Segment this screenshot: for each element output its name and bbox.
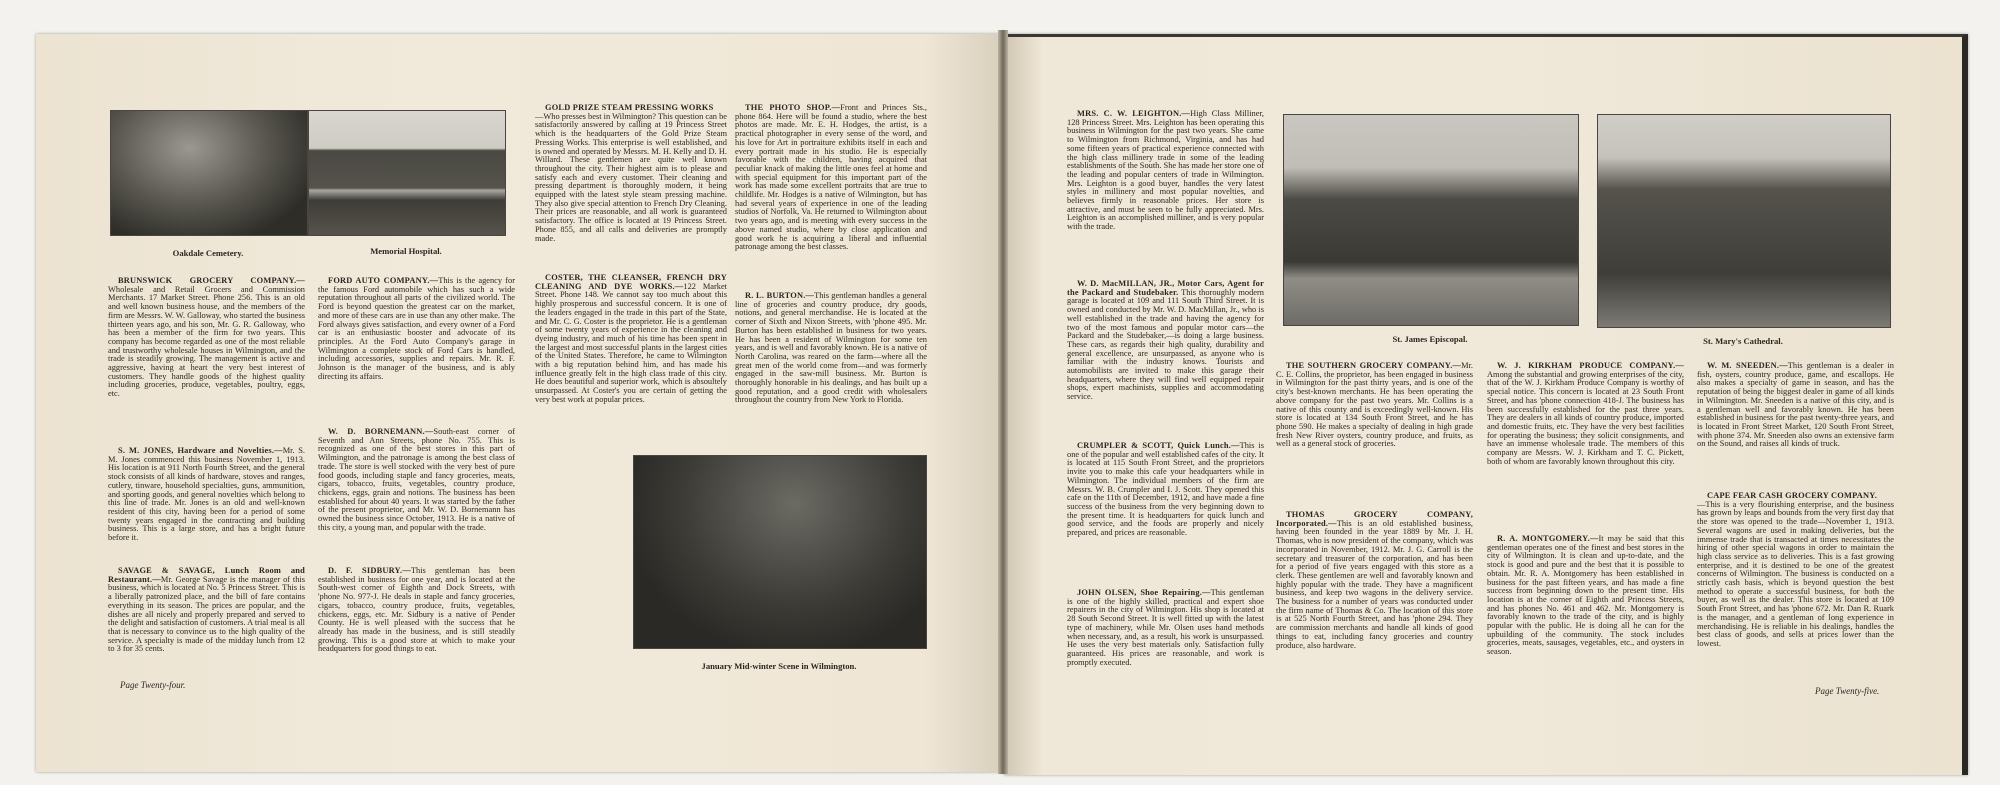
article-brunswick-grocery: BRUNSWICK GROCERY COMPANY.—Wholesale and Retail Grocers and Commission Merchants. 17 Market Street. Phone 256. This is an old and well known business house, and the members of the firm are Messrs. W. W. Galloway, who started the business thirteen years ago, and his son, Mr. G. R. Galloway, who has been a member of the firm for two years. This company has become regarded as one of the most reliable and trustworthy wholesale houses in Wilmington, and the trade is steadily growing. The management is active and aggressive, having at heart the very best interest of customers. They handle goods of the highest quality including groceries, produce, vegetables, poultry, eggs, etc.	[108, 276, 305, 399]
book-gutter	[998, 30, 1008, 774]
article-john-olsen: JOHN OLSEN, Shoe Repairing.—This gentleman is one of the highly skilled, practical and expert shoe repairers in the city of Wilmington. His shop is located at 28 South Second Street. It is well fitted up with the latest type of machinery, while Mr. Olsen uses hand methods when necessary, and, as a result, his work is unsurpassed. He uses the very best materials only. Satisfaction fully guaranteed. His prices are reasonable, and work is promptly executed.	[1067, 588, 1264, 667]
article-coster: COSTER, THE CLEANSER, FRENCH DRY CLEANING AND DYE WORKS.—122 Market Street. Phone 148. We cannot say too much about this highly prosperous and successful concern. It is one of the leaders engaged in the trade in this part of the State, and Mr. C. G. Coster is the proprietor. He is a gentleman of some twenty years of experience in the cleaning and dyeing industry, and much of his time has been spent in the largest and most successful plants in the largest cities of the United States. Therefore, he came to Wilmington with a big reputation behind him, and has made his influence greatly felt in the high class trade of this city. He does beautiful and superior work, which is absoultely unsurpassed. At Coster's you are certain of getting the very best work at popular prices.	[535, 273, 728, 404]
article-sneeden: W. M. SNEEDEN.—This gentleman is a dealer in fish, oysters, country produce, game, and escallops. He also makes a specialty of game in season, and has the reputation of being the biggest dealer in game of all kinds in Wilmington. Mr. Sneeden is a native of this city, and is a gentleman well and favorably known. He has been established in business for the past twenty-three years, and is located in Front Street Market, 120 South Front Street, with phone 374. Mr. Sneeden also owns an extensive farm on the Sound, and raises all kinds of truck.	[1697, 361, 1894, 449]
article-southern-grocery: THE SOUTHERN GROCERY COMPANY.—Mr. C. E. Collins, the proprietor, has been engaged in business in Wilmington for the past thirty years, and is one of the city's best-known merchants. He has been operating the above company for the past two years. Mr. Collins is a native of this county and is exceedingly well-known. His store is located at 134 South Front Street, and he has phone 590. He makes a specialty of dealing in high grade fresh New River oysters, country produce, and fruits, as well as a general stock of groceries.	[1276, 361, 1473, 449]
page-number-left: Page Twenty-four.	[120, 680, 186, 690]
photo-winter-scene	[633, 455, 927, 649]
article-photo-shop: THE PHOTO SHOP.—Front and Princes Sts., phone 864. Here will be found a studio, where the best photos are made. Mr. E. H. Hodges, the artist, is a practical photographer in every sense of the word, and his love for Art in portraiture exhibits itself in each and every portrait made in his studio. He is especially favorable with the children, having acquired that peculiar knack of making the little ones feel at home and with special equipment for this important part of the work has made some excellent portraits that are true to childlife. Mr. Hodges is a native of Wilmington, but has had several years of experience in one of the leading studios of Norfolk, Va. He returned to Wilmington about two years ago, and is meeting with every success in the above named studio, where by close application and good work he is acquiring a liberal and influential patronage among the best classes.	[735, 103, 927, 252]
photo-st-marys-cathedral	[1597, 114, 1891, 328]
article-montgomery: R. A. MONTGOMERY.—It may be said that this gentleman operates one of the finest and best stores in the city of Wilmington. It is clean and up-to-date, and the stock is good and pure and the best that it is possible to obtain. Mr. R. A. Montgomery has been established in business for the past fifteen years, and has made a fine success from beginning down to the present time. His location is at the corner of Eighth and Princess Streets, and has phones No. 461 and 462. Mr. Montgomery is favorably known to the trade of the city, and is highly popular with the public. He is doing all he can for the upbuilding of the community. The stock includes groceries, meats, sausages, vegetables, etc., and oysters in season.	[1487, 534, 1684, 657]
article-savage: SAVAGE & SAVAGE, Lunch Room and Restaurant.—Mr. George Savage is the manager of this business, which is located at No. 5 Princess Street. This is a liberally patronized place, and the bill of fare contains everything in its season. The prices are popular, and the dishes are all nicely and properly prepared and served to the delight and satisfaction of customers. A trial meal is all that is necessary to convince us to the high quality of the service. A specialty is made of the midday lunch from 12 to 3 for 35 cents.	[108, 566, 305, 654]
caption-memorial-hospital: Memorial Hospital.	[370, 246, 442, 256]
article-cape-fear-grocery: CAPE FEAR CASH GROCERY COMPANY. —This is a very flourishing enterprise, and the business has grown by leaps and bounds from the very first day that the store was opened to the trade—November 1, 1913. Several wagons are used in making deliveries, but the immense trade that is transacted at times necessitates the hiring of other special wagons in order to maintain the high class service as to deliveries. This is a fast growing enterprise, and it is destined to be one of the greatest concerns of Wilmington. The business is conducted on a strictly cash basis, which is beyond question the best method to operate a successful business, for both the buyer, as well as the dealer. This store is located at 109 South Front Street, and has 'phone 672. Mr. Dan R. Ruark is the manager, and a gentleman of long experience in merchandising. He is reliable in his dealings, handles the best class of goods, and sells at prices lower than the lowest.	[1697, 491, 1895, 648]
article-macmillan: W. D. MacMILLAN, JR., Motor Cars, Agent for the Packard and Studebaker. This thoroughly modern garage is located at 109 and 111 South Third Street. It is owned and conducted by Mr. W. D. MacMillan, Jr., who is well established in the trade and having the agency for two of the most famous and popular motor cars—the Packard and the Studebaker,—is doing a large business. These cars, as regards their high quality, durability and general excellence, are unsurpassed, as anyone who is familiar with the industry knows. Tourists and automobilists are invited to make this garage their headquarters, where they will find well equipped repair shops, expert machinists, supplies and accommodating service.	[1067, 279, 1264, 402]
article-sm-jones: S. M. JONES, Hardware and Novelties.—Mr. S. M. Jones commenced this business November 1, 1913. His location is at 911 North Fourth Street, and the general stock consists of all kinds of hardware, stoves and ranges, cutlery, tinware, household specialties, guns, ammunition, and sporting goods, and general novelties which belong to this line of trade. Mr. Jones is an old and well-known resident of this city, having been for a period of some twenty years engaged in the contracting and building business. This is a large store, and has a bright future before it.	[108, 446, 305, 543]
article-sidbury: D. F. SIDBURY.—This gentleman has been established in business for one year, and is located at the South-west corner of Eighth and Dock Streets, with 'phone No. 977-J. He deals in staple and fancy groceries, cigars, tobacco, country produce, fruits, vegetables, chickens, eggs, etc. Mr. Sidbury is a native of Pender County. He is well pleased with the success that he already has made in the business, and is still steadily growing. This is a good store at which to make your headquarters for good things to eat.	[318, 566, 515, 654]
article-leighton: MRS. C. W. LEIGHTON.—High Class Milliner, 128 Princess Street. Mrs. Leighton has been operating this business in Wilmington for the past two years. She came to Wilmington from Richmond, Virginia, and has had some fifteen years of practical experience connected with the high class millinery trade in some of the leading establishments of the South. She has made her store one of the leading and popular centers of trade in Wilmington. Mrs. Leighton is a good buyer, handles the very latest styles in millinery and most popular novelties, and believes firmly in reasonable prices. Her store is attractive, and must be seen to be fully appreciated. Mrs. Leighton is an accomplished milliner, and is very popular with the trade.	[1067, 109, 1265, 232]
article-kirkham-produce: W. J. KIRKHAM PRODUCE COMPANY.—Among the substantial and growing enterprises of the city, that of the W. J. Kirkham Produce Company is worthy of special notice. This concern is located at 23 South Front Street, and has 'phone connection 418-J. The business has been successfully established for the past three years. They are dealers in all kinds of country produce, imported and domestic fruits, etc. They have the very best facilities for operating the business; they solicit consignments, and have an immense wholesale trade. The members of this company are Messrs. W. J. Kirkham and T. C. Pickett, both of whom are favorably known throughout this city.	[1487, 361, 1684, 466]
page-number-right: Page Twenty-five.	[1815, 686, 1880, 696]
caption-oakdale-cemetery: Oakdale Cemetery.	[172, 248, 244, 258]
article-thomas-grocery: THOMAS GROCERY COMPANY, Incorporated.—This is an old established business, having been founded in the year 1889 by Mr. J. H. Thomas, who is now president of the company, which was incorporated in November, 1912. Mr. J. G. Carroll is the secretary and treasurer of the corporation, and has been for a period of five years engaged with this store as a clerk. These gentlemen are well and favorably known and highly popular with the trade. They have a magnificent business, and keep two wagons in the delivery service. The business for a number of years was conducted under the firm name of Thomas & Co. The location of this store is at 525 North Fourth Street, and has 'phone 294. They are commission merchants and handle all kinds of good things to eat, including fancy groceries and country produce, also hardware.	[1276, 510, 1473, 650]
photo-st-james-episcopal	[1283, 114, 1579, 326]
article-bornemann: W. D. BORNEMANN.—South-east corner of Seventh and Ann Streets, phone No. 755. This is recognized as one of the best stores in this part of Wilmington, and the patronage is among the best class of trade. The store is well stocked with the very best of pure food goods, including staple and fancy groceries, meats, cigars, tobacco, fruits, vegetables, country produce, chickens, eggs, grain and notions. The business has been established for about 40 years. It was started by the father of the present proprietor, and Mr. W. D. Bornemann has owned the business since October, 1913. He is a native of this city, a young man, and popular with the trade.	[318, 427, 515, 532]
article-gold-prize: GOLD PRIZE STEAM PRESSING WORKS —Who presses best in Wilmington? This question can be satisfactorily answered by calling at 19 Princess Street which is the headquarters of the Gold Prize Steam Pressing Works. This enterprise is well established, and is owned and operated by Messrs. M. H. Kelly and D. H. Willard. These gentlemen are quite well known throughout the city. Their highest aim is to please and satisfy each and every customer. Their cleaning and pressing department is thoroughly modern, it being equipped with the latest style steam pressing machine. They also give special attention to French Dry Cleaning. Their prices are reasonable, and all work is guaranteed satisfactory. The office is located at 19 Princess Street. Phone 855, and all calls and deliveries are promptly made.	[535, 103, 727, 243]
article-ford-auto: FORD AUTO COMPANY.—This is the agency for the famous Ford automobile which has such a wide reputation throughout all parts of the civilized world. The Ford is beyond question the greatest car on the market, and more of these cars are in use than any other make. The Ford always gives satisfaction, and every owner of a Ford car is an enthusiastic booster and advocate of its principles. At the Ford Auto Company's garage in Wilmington a complete stock of Ford Cars is handled, including accessories, supplies and repairs. Mr. R. F. Johnson is the manager of the business, and is ably directing its affairs.	[318, 276, 515, 381]
caption-winter-scene: January Mid-winter Scene in Wilmington.	[701, 661, 857, 671]
caption-st-marys-cathedral: St. Mary's Cathedral.	[1703, 336, 1783, 346]
caption-st-james-episcopal: St. James Episcopal.	[1392, 334, 1468, 344]
photo-oakdale-cemetery	[110, 110, 308, 236]
article-crumpler-scott: CRUMPLER & SCOTT, Quick Lunch.—This is one of the popular and well established cafes of the city. It is located at 115 South Front Street, and the proprietors invite you to make this cafe your headquarters while in Wilmington. The individual members of the firm are Messrs. W. B. Crumpler and I. J. Scott. They opened this cafe on the 11th of December, 1912, and have made a fine success of the business from the very beginning down to the present time. It is headquarters for quick lunch and good service, and the foods are properly and nicely prepared, and prices are reasonable.	[1067, 441, 1264, 538]
article-burton: R. L. BURTON.—This gentleman handles a general line of groceries and country produce, dry goods, notions, and general merchandise. He is located at the corner of Sixth and Nixon Streets, with 'phone 495. Mr. Burton has been established in business for two years. He has been a resident of Wilmington for some ten years, and is well and favorably known. He is a native of North Carolina, was reared on the farm—where all the great men of the world come from—and was formerly engaged in the saw-mill business. Mr. Burton is thoroughly honorable in his dealings, and has built up a good reputation, and a good credit with wholesalers throughout the country from New York to Florida.	[735, 291, 927, 405]
photo-memorial-hospital	[308, 110, 506, 236]
